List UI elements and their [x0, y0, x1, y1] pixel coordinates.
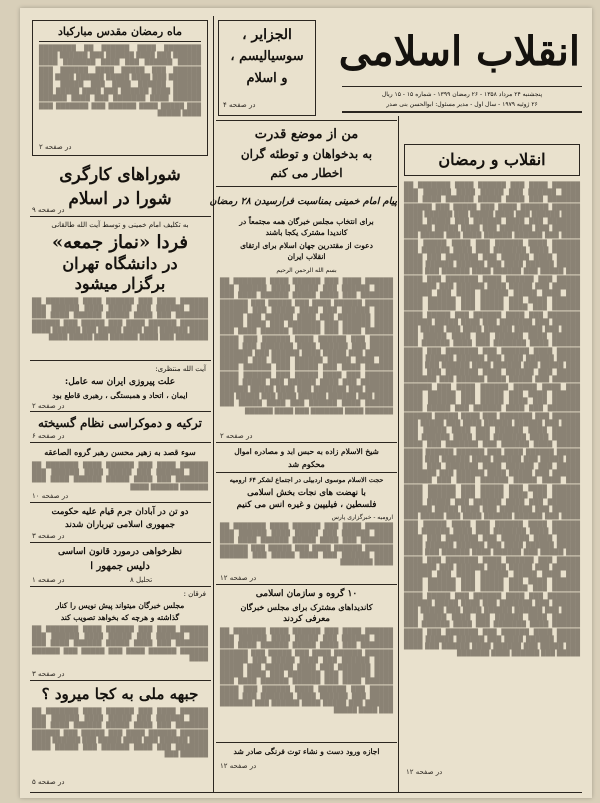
montazeri-subhead-1: علت پیروزی ایران سه عامل:	[64, 377, 176, 387]
editorial-title-box	[404, 144, 580, 176]
page-bottom-rule	[30, 792, 582, 793]
montazeri-subhead-2: ایمان ، اتحاد و همبستگی ، رهبری قاطع بود	[52, 391, 188, 400]
national-front-text: ██████ ████ ███ ██████ ████ ███████ ██ ████ ██████ ███ █████ ████ ██████ ███ ███████ ███ ████ █████ ██████ ████ ███ ██████ ██████ ████ ███ █████ ███ ██████ ████ ██████ ███ ████ █████ ███ ██████ ████ ███████ ███ ████ ██████ ███ █████ ████ ██████ ███	[32, 708, 208, 759]
rule-mid-1	[216, 186, 397, 187]
masthead-bottom-rule	[342, 111, 582, 113]
strawberry-permit-headline: اجازه ورود دست و نشاء توت فرنگی صادر شد	[233, 747, 380, 756]
editorial-headline: انقلاب و رمضان	[438, 150, 546, 169]
friday-prayer-kicker: به تکلیف امام خمینی و توسط آیت الله طالقانی	[51, 221, 189, 229]
friday-prayer-headline-3: برگزار میشود	[74, 274, 166, 293]
forqan-ref: در صفحه ۳	[32, 670, 65, 678]
algeria-headline-3: و اسلام	[246, 71, 288, 86]
masthead-title: انقلاب اسلامی	[338, 28, 580, 75]
sheikh-headline-1: شیخ الاسلام زاده به حبس ابد و مصادره اموال	[234, 447, 379, 456]
rule-left-6	[30, 542, 211, 543]
khomeini-subhead-4: انقلاب ایران	[287, 252, 326, 261]
permit-ref: در صفحه ۱۲	[220, 762, 257, 770]
masthead-rule	[342, 86, 582, 87]
khomeini-ref: در صفحه ۲	[220, 432, 253, 440]
councils-ref: در صفحه ۹	[32, 206, 65, 214]
ramadan-greeting-box	[32, 20, 208, 156]
sheikh-headline-2: محکوم شد	[288, 459, 325, 469]
editorial-ref: در صفحه ۱۲	[406, 768, 443, 776]
friday-prayer-headline-1: فردا «نماز جمعه»	[51, 232, 189, 253]
ramadan-greeting-headline: ماه رمضان مقدس مبارکباد	[57, 25, 182, 38]
groups-headline-2: کاندیداهای مشترک برای مجلس خبرگان	[240, 602, 373, 612]
power-headline-2: به بدخواهان و توطئه گران	[240, 147, 373, 161]
montazeri-kicker: آیت الله منتظری:	[155, 365, 206, 373]
relief-headline-2: فلسطین ، فیلیپین و غیره انس می کنیم	[236, 500, 377, 510]
masthead-tagline: ۲۶ ژوئیه ۱۹۷۹ - سال اول - مدیر مسئول: ابوالحسن بنی صدر	[386, 101, 538, 108]
khomeini-message-headline: پیام امام خمینی بمناسبت فرارسیدن ۲۸ رمضان	[209, 196, 397, 207]
ramadan-ref: در صفحه ۲	[39, 143, 72, 151]
rule-left-4	[30, 442, 211, 443]
groups-headline-1: ۱۰ گروه و سازمان اسلامی	[255, 589, 358, 599]
friday-prayer-headline-2: در دانشگاه تهران	[62, 254, 178, 273]
rule-mid-top	[216, 120, 397, 121]
khomeini-subhead-3: دعوت از مقتدرین جهان اسلام برای ارتقای	[240, 241, 373, 250]
friday-prayer-text: ██████ ████ ███ ██████ ████ ███████ ██ ████ ██████ ███ █████ ████ ██████ ███ ███████ ███ ████ █████ ██████ ████ ███ ██████ ██████ ████ ███ █████ ███ ██████ ████ ██████ ███ ████ █████ ███ ██████ ████ ███████ ███ ████ ██████ ███ █████ ████	[32, 298, 208, 342]
councils-headline-1: شوراهای کارگری	[59, 165, 181, 185]
saiqa-text: ██████ ████ ███ ██████ ████ ███████ ██ ████ ██████ ███ █████ ████ ██████ ███ ███████ ███ ████ █████ ██████ ████ ███ ██████ ██████ ████	[32, 462, 208, 491]
saiqa-headline: سوء قصد به زهیر محسن رهبر گروه الصاعقه	[44, 447, 196, 457]
relief-text: ██████ ████ ███ ██████ ████ ███████ ██ ████ ██████ ███ █████ ████ ██████ ███ ███████ ███ ████ █████ ██████ ████ ███ ██████ ██████ ████ ███ █████ ███ ██████ ████ ██████ ███ ████ █████ ███ ██████ ████ ███████	[220, 523, 393, 567]
abadan-ref: در صفحه ۳	[32, 532, 65, 540]
constitution-headline-1: نظرخواهی درمورد قانون اساسی	[57, 547, 183, 557]
khomeini-subhead-2: کاندیدا مشترک یکجا باشند	[265, 228, 348, 237]
power-headline-3: اخطار می کنم	[270, 166, 343, 180]
rule-mid-3	[216, 472, 397, 473]
abadan-headline-1: دو تن در آبادان جرم قیام علیه حکومت	[51, 507, 189, 517]
montazeri-ref: در صفحه ۲	[32, 402, 65, 410]
relief-headline-1: با نهضت های نجات بخش اسلامی	[247, 488, 366, 498]
rule-mid-2	[216, 442, 397, 443]
relief-kicker: ارومیه - خبرگزاری پارس	[331, 514, 393, 521]
relief-ref: در صفحه ۱۲	[220, 574, 257, 582]
algeria-ref: در صفحه ۴	[223, 101, 256, 109]
forqan-headline-1: مجلس خبرگان میتواند پیش نویس را کنار	[55, 601, 185, 610]
ardabili-headline: حجت الاسلام موسوی اردبیلی در اجتماع لشکر ۶۴ ارومیه	[229, 476, 384, 484]
constitution-ref-1: در صفحه ۱	[32, 576, 65, 584]
editorial-text: ██████ ████ ███ ██████ ████ ███████ ██ ████ ██████ ███ █████ ████ ██████ ███ ███████ ███ ████ █████ ██████ ████ ███ ██████ ██████ ████ ███ █████ ███ ██████ ████ ██████ ███ ████ █████ ███ ██████ ████ ███████ ███ ████ ██████ ███ █████ ████ ██████ ███ ███████ ███ ████ █████ ██████ ████ ███ ██████ ██████ ████ ███ █████ ███ ██████ ████ ██████ ███ ████ █████ ███ ██████ ████ ███████ ███ ████ ██████ ███ █████ ████ ██████ ███ ███████ ███ ████ █████ ██████ ████ ███ ██████ ██████ ████ ███ █████ ███ ██████ ████ ██████ ███ ████ █████ ███ ██████ ████ ███████ ███ ████ ██████ ███ █████ ████ ██████ ███ ███████ ███ ████ █████ ██████ ████ ███ ██████ ██████ ████ ███ █████ ███ ██████ ████ ██████ ███ ████ █████ ███ ██████ ████ ███████ ███ ████ ██████ ███ █████ ████ ██████ ███ ███████ ███ ████ █████ ██████ ████ ███ ██████ ██████ ████ ███ █████ ███ ██████ ████ ██████ ███ ████ █████ ███ ██████ ████ ███████ ███ ████ ██████ ███ █████ ████ ██████ ███ ███████ ███ ████ █████ ██████ ████ ███ ██████ ██████ ████ ███ █████ ███ ██████ ████ ██████ ███ ████ █████ ███ ██████ ████ ███████ ███ ████ ██████ ███ █████ ████ ██████ ███ ███████ ███ ████ █████ ██████ ████ ███ ██████ ██████ ████ ███ █████ ███ ██████ ████ ██████ ███ ████ █████ ███ ██████ ████ ███████ ███ ████ ██████ ███ █████ ████ ██████ ███ ███████ ███ ████ █████ ██████ ████ ███ ██████ ██████ ████ ███ █████ ███ ██████ ████ ██████ ███ ████ █████ ███ ██████ ████ ███████ ███ ████ ██████ ███ █████ ████ ██████ ███ ███████ ███ ████ █████ ██████ ████ ███ ██████ ██████ ████ ███ █████ ███ ██████ ████ ██████ ███ ████ █████ ███ ██████ ████ ███████ ███ ████ ██████ ███ █████ ████ ██████ ███ ███████ ███ ████ █████ ██████ ████ ███ ██████ ██████ ████ ███ █████ ███ ██████ ████ ██████ ███ ████ █████ ███ ██████ ████ ███████ ███ ████ ██████ ███ █████ ████ ██████ ███ ███████ ███ ████ █████ ██████ ████ ███ ██████ ██████ ████ ███ █████ ███ ██████ ████ ██████ ███ ████ █████ ███ ██████ ████ ███████ ███ ████ ██████ ███ █████ ████ ██████ ███ ███████ ███ ████ █████ ██████ ████ ███ ██████ ██████ ████ ███ █████ ███ ██████ ████ ██████ ███ ████ █████ ███ ██████ ████ ███████ ███ ████ ██████ ███ █████ ████ ██████ ███ ███████ ███ ████ █████ ██████ ████ ███ ██████ ██████ ████ ███ █████ ███ ██████ ████ ██████ ███ ████ █████ ███ ██████ ████ ███████ ███ ████ ██████ ███ █████ ████ ██████ ███ ███████ ███ ████ █████ ██████ ████ ███ ██████ ██████ ████ ███ █████ ███ ██████ ████ ██████ ███ ████ █████ ███ ██████ ████ ███████ ███ ████ ██████ ███ █████ ████ ██████ ███ ███████ ███ ████ █████ ██████ ████ ███ ██████ ██████ ████ ███ █████ ███ ██████ ████ ██████ ███ ████ █████ ███ ██████ ████ ███████	[404, 182, 580, 658]
rule-mid-4	[216, 584, 397, 585]
khomeini-subhead-1: برای انتخاب مجلس خبرگان همه مجتمعاً در	[239, 217, 374, 226]
newspaper-page	[20, 8, 592, 798]
groups-headline-3: معرفی کردند	[283, 614, 330, 624]
national-front-ref: در صفحه ۵	[32, 778, 65, 786]
saiqa-ref: در صفحه ۱۰	[32, 492, 69, 500]
masthead-date-line: پنجشنبه ۲۴ مرداد ۱۳۵۸ - ۲۶ رمضان ۱۳۹۹ - شماره ۱۵ - ۱۵ ریال	[381, 91, 543, 98]
rule-left-2	[30, 360, 211, 361]
algeria-headline-1: الجزایر ،	[242, 27, 292, 43]
groups-list-text: ██████ ████ ███ ██████ ████ ███████ ██ ████ ██████ ███ █████ ████ ██████ ███ ███████ ███ ████ █████ ██████ ████ ███ ██████ ██████ ████ ███ █████ ███ ██████ ████ ██████ ███ ████ █████ ███ ██████ ████ ███████ ███ ████ ██████ ███ █████ ████ ██████ ███ ███████ ███ ████ █████ ██████ ████ ███ ██████ ██████ ████ ███ █████ ███ ██████ ████ ██████ ███ ████ █████ ███ ██████ ████ ███████ ███ ████ ██████ ███ █████ ████ ██████ ███ ███████ ███ ████ █████	[220, 628, 393, 715]
algeria-headline-2: سوسیالیسم ،	[230, 49, 304, 64]
forqan-kicker: فرقان :	[183, 590, 206, 598]
ramadan-greeting-text: ████████ ████ ██████ ██ ████████ ██████ ███ ████ ██████ ███ ██████ ████ █████ ██████ ███ ████ ███████ ████ ██████ ███ █████ ████ ██████ ███ ███████ ███ ████ █████ ██████ ████ ███ ██████ ██████ ████ ███ █████ ███ ██████ ████ ██████ ███ ████ █████ ███ ██████ ████ ███████ ███ ████ ██████ ███ █████ ████ ██████ ███ ███████ ███ ████ █████	[39, 45, 201, 117]
forqan-text: ██████ ████ ███ ██████ ████ ███████ ██ ████ ██████ ███ █████ ████ ██████ ███ ███████ ███ ████ █████ ██████ ████ ███ ██████ ██████ ████ ███ █████ ███ ██████ ████	[32, 626, 208, 662]
abadan-headline-2: جمهوری اسلامی تیرباران شدند	[64, 520, 175, 530]
rule-left-7	[30, 586, 211, 587]
forqan-headline-2: گذاشته و هرچه که بخواهد تصویب کند	[60, 613, 180, 622]
column-rule-right	[398, 116, 399, 792]
algeria-box	[218, 20, 316, 116]
constitution-ref-2: تحلیل ۸	[130, 576, 153, 584]
power-headline-1: من از موضع قدرت	[254, 127, 359, 142]
column-rule-left	[213, 16, 214, 792]
khomeini-message-text: ██████ ████ ███ ██████ ████ ███████ ██ ████ ██████ ███ █████ ████ ██████ ███ ███████ ███ ████ █████ ██████ ████ ███ ██████ ██████ ████ ███ █████ ███ ██████ ████ ██████ ███ ████ █████ ███ ██████ ████ ███████ ███ ████ ██████ ███ █████ ████ ██████ ███ ███████ ███ ████ █████ ██████ ████ ███ ██████ ██████ ████ ███ █████ ███ ██████ ████ ██████ ███ ████ █████ ███ ██████ ████ ███████ ███ ████ ██████ ███ █████ ████ ██████ ███ ███████ ███ ████ █████ ██████ ████ ███ ██████ ██████ ████ ███ █████ ███ ██████ ████ ██████ ███ ████ █████ ███ ██████ ████ ███████ ███ ████ ██████ ███ █████ ████ ██████ ███ ███████ ███ ████ █████ ██████ ████ ███ ██████ ██████ ████ ███ █████ ███ ██████ ████ ██████ ███ ████ █████ ███ ██████ ████ ███████ ███ ████ ██████	[220, 278, 393, 415]
national-front-headline: جبهه ملی به کجا میرود ؟	[41, 685, 199, 703]
rule-mid-5	[216, 742, 397, 743]
bismillah-line: بسم الله الرحمن الرحیم	[276, 267, 337, 274]
ramadan-box-rule	[39, 41, 201, 42]
turkey-ref: در صفحه ۶	[32, 432, 65, 440]
rule-left-5	[30, 502, 211, 503]
rule-left-1	[30, 216, 211, 217]
councils-headline-2: شورا در اسلام	[68, 189, 172, 209]
constitution-headline-2: دلیس جمهور ا	[90, 561, 150, 572]
turkey-headline: ترکیه و دموکراسی نظام گسیخته	[37, 416, 203, 430]
rule-left-3	[30, 411, 211, 412]
rule-left-8	[30, 680, 211, 681]
